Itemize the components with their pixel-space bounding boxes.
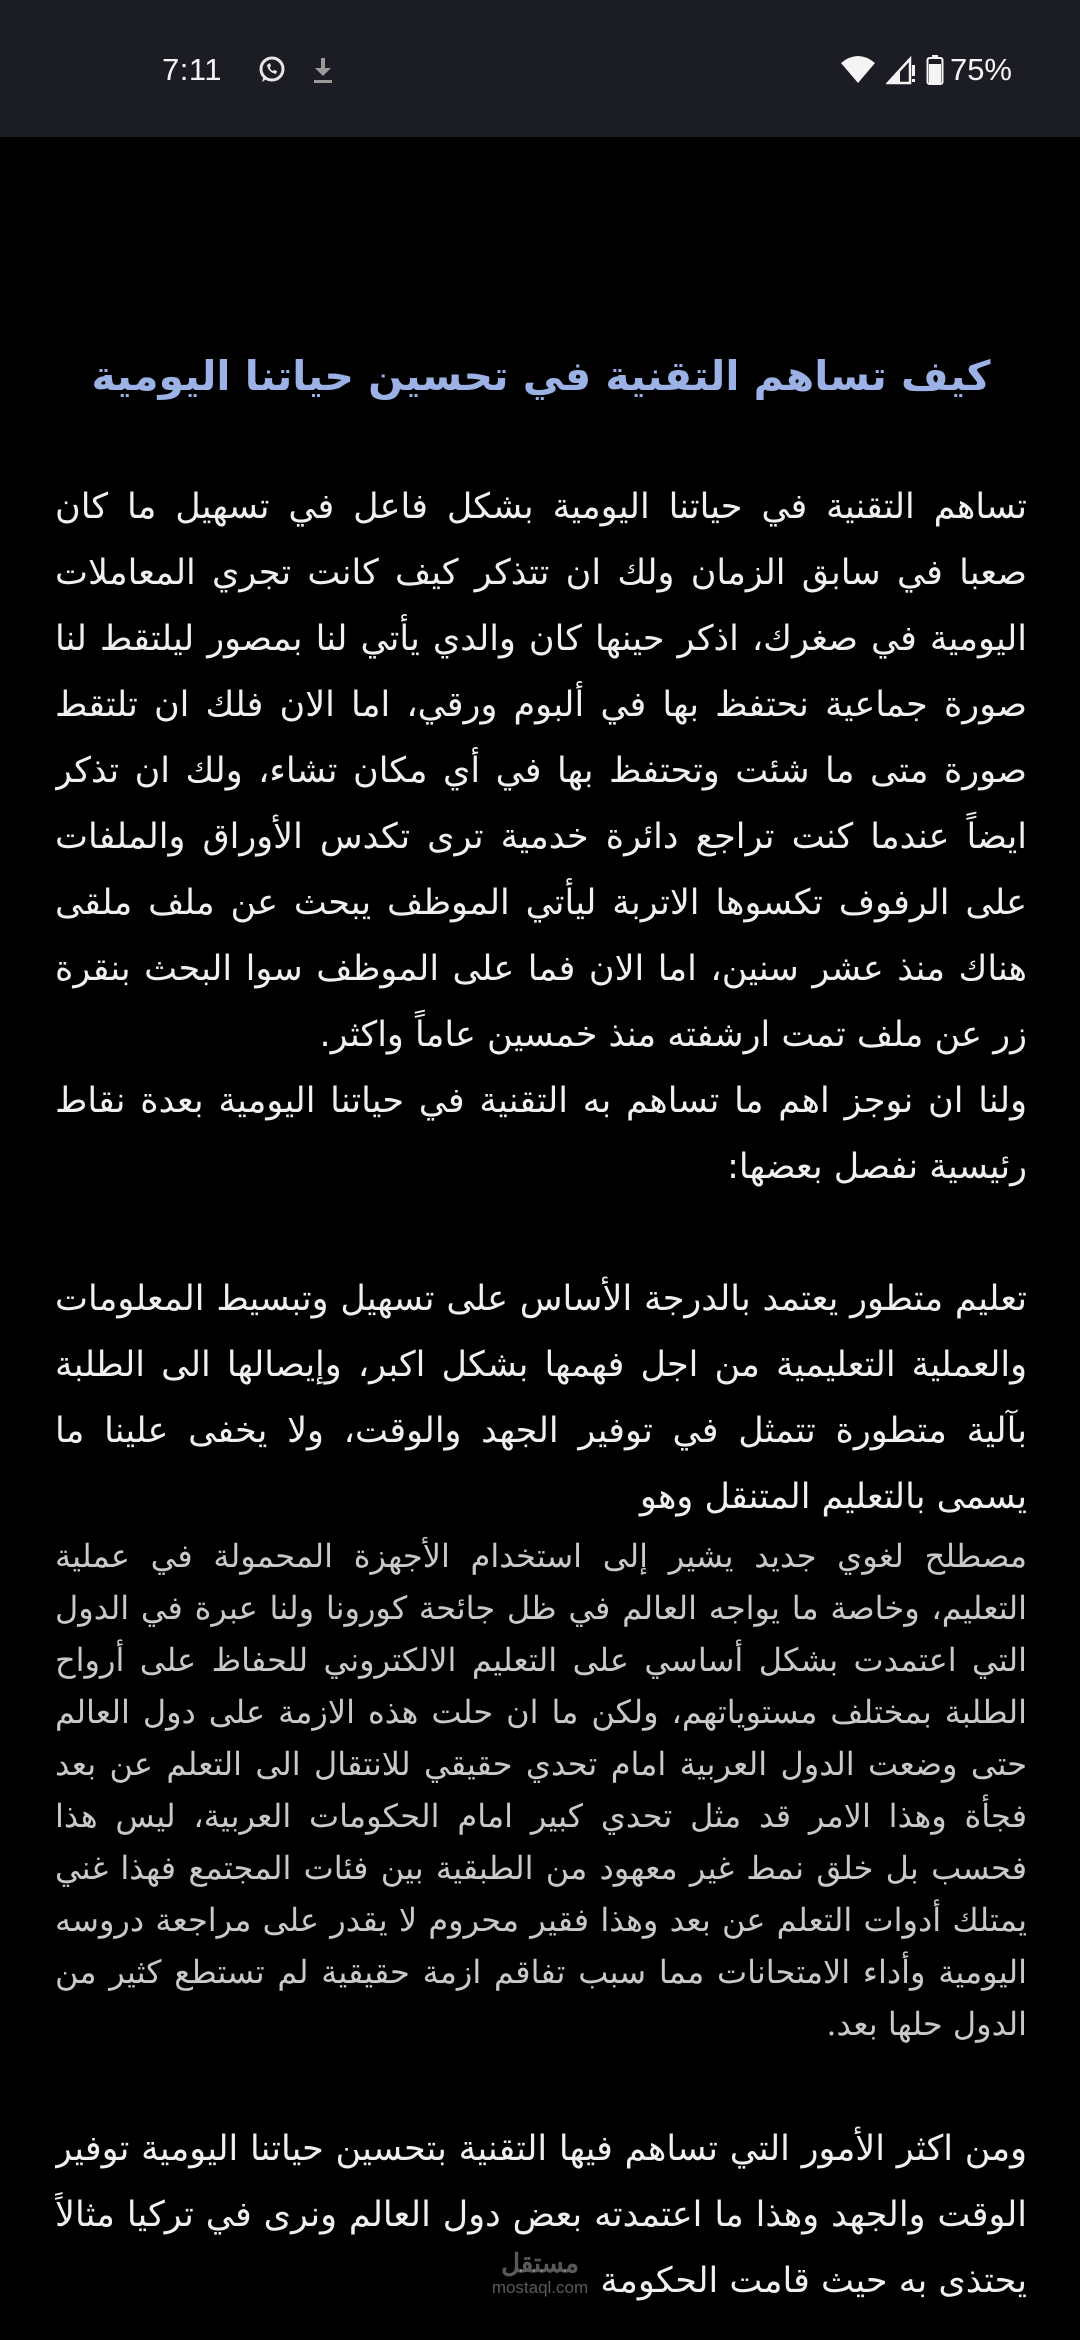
download-icon <box>310 54 336 86</box>
article-paragraph: تساهم التقنية في حياتنا اليومية بشكل فاعل في تسهيل ما كان صعبا في سابق الزمان ولك ان تتذكر كيف كانت تجري المعاملات اليومية في صغرك، اذكر حينها كان والدي يأتي لنا بمصور ليلتقط لنا صورة جماعية نحتفظ بها في ألبوم ورقي، اما الان فلك ان تلتقط صورة متى ما شئت وتحتفظ بها في أي مكان تشاء، ولك ان تذكر ايضاً عندما كنت تراجع دائرة خدمية ترى تكدس الأوراق والملفات على الرفوف تكسوها الاتربة ليأتي الموظف يبحث عن ملف ملقى هناك منذ عشر سنين، اما الان فما على الموظف سوا البحث بنقرة زر عن ملف تمت ارشفته منذ خمسين عاماً واكثر. <box>55 487 1027 1055</box>
wifi-icon <box>840 55 876 85</box>
watermark-url: mostaql.com <box>491 2278 589 2297</box>
battery-percentage: 75% <box>949 52 1012 87</box>
watermark-logo-text: مستقل <box>501 2248 579 2278</box>
cellular-signal-icon <box>886 55 916 85</box>
article-paragraph: ولنا ان نوجز اهم ما تساهم به التقنية في حياتنا اليومية بعدة نقاط رئيسية نفصل بعضها: <box>55 1081 1027 1187</box>
battery-icon <box>926 54 944 86</box>
whatsapp-icon <box>256 54 288 86</box>
clock: 7:11 <box>162 52 223 87</box>
article-paragraph: تعليم متطور يعتمد بالدرجة الأساس على تسهيل وتبسيط المعلومات والعملية التعليمية من اجل فهمها بشكل اكبر، وإيصالها الى الطلبة بآلية متطورة تتمثل في توفير الجهد والوقت، ولا يخفى علينا ما يسمى بالتعليم المتنقل وهو <box>55 1279 1027 1517</box>
status-left-group <box>162 48 358 92</box>
status-right-group <box>840 48 1012 92</box>
article <box>55 330 1027 2340</box>
status-bar <box>0 0 1080 137</box>
article-paragraph: مصطلح لغوي جديد يشير إلى استخدام الأجهزة المحمولة في عملية التعليم، وخاصة ما يواجه العالم في ظل جائحة كورونا ولنا عبرة في الدول التي اعتمدت بشكل أساسي على التعليم الالكتروني للحفاظ على أرواح الطلبة بمختلف مستوياتهم، ولكن ما ان حلت هذه الازمة على دول العالم حتى وضعت الدول العربية امام تحدي حقيقي للانتقال الى التعلم عن بعد فجأة وهذا الامر قد مثل تحدي كبير امام الحكومات العربية، ليس هذا فحسب بل خلق نمط غير معهود من الطبقية بين فئات المجتمع فهذا غني يمتلك أدوات التعلم عن بعد وهذا فقير محروم لا يقدر على مراجعة دروسه اليومية وأداء الامتحانات مما سبب تفاقم ازمة حقيقية لم تستطع كثير من الدول حلها بعد. <box>55 1537 1027 2043</box>
article-paragraph: ومن اكثر الأمور التي تساهم فيها التقنية بتحسين حياتنا اليومية توفير الوقت والجهد وهذا ما اعتمدته بعض دول العالم ونرى في تركيا مثالاً يحتذى به حيث قامت الحكومة <box>55 2129 1027 2301</box>
article-title: كيف تساهم التقنية في تحسين حياتنا اليومية <box>91 352 991 400</box>
